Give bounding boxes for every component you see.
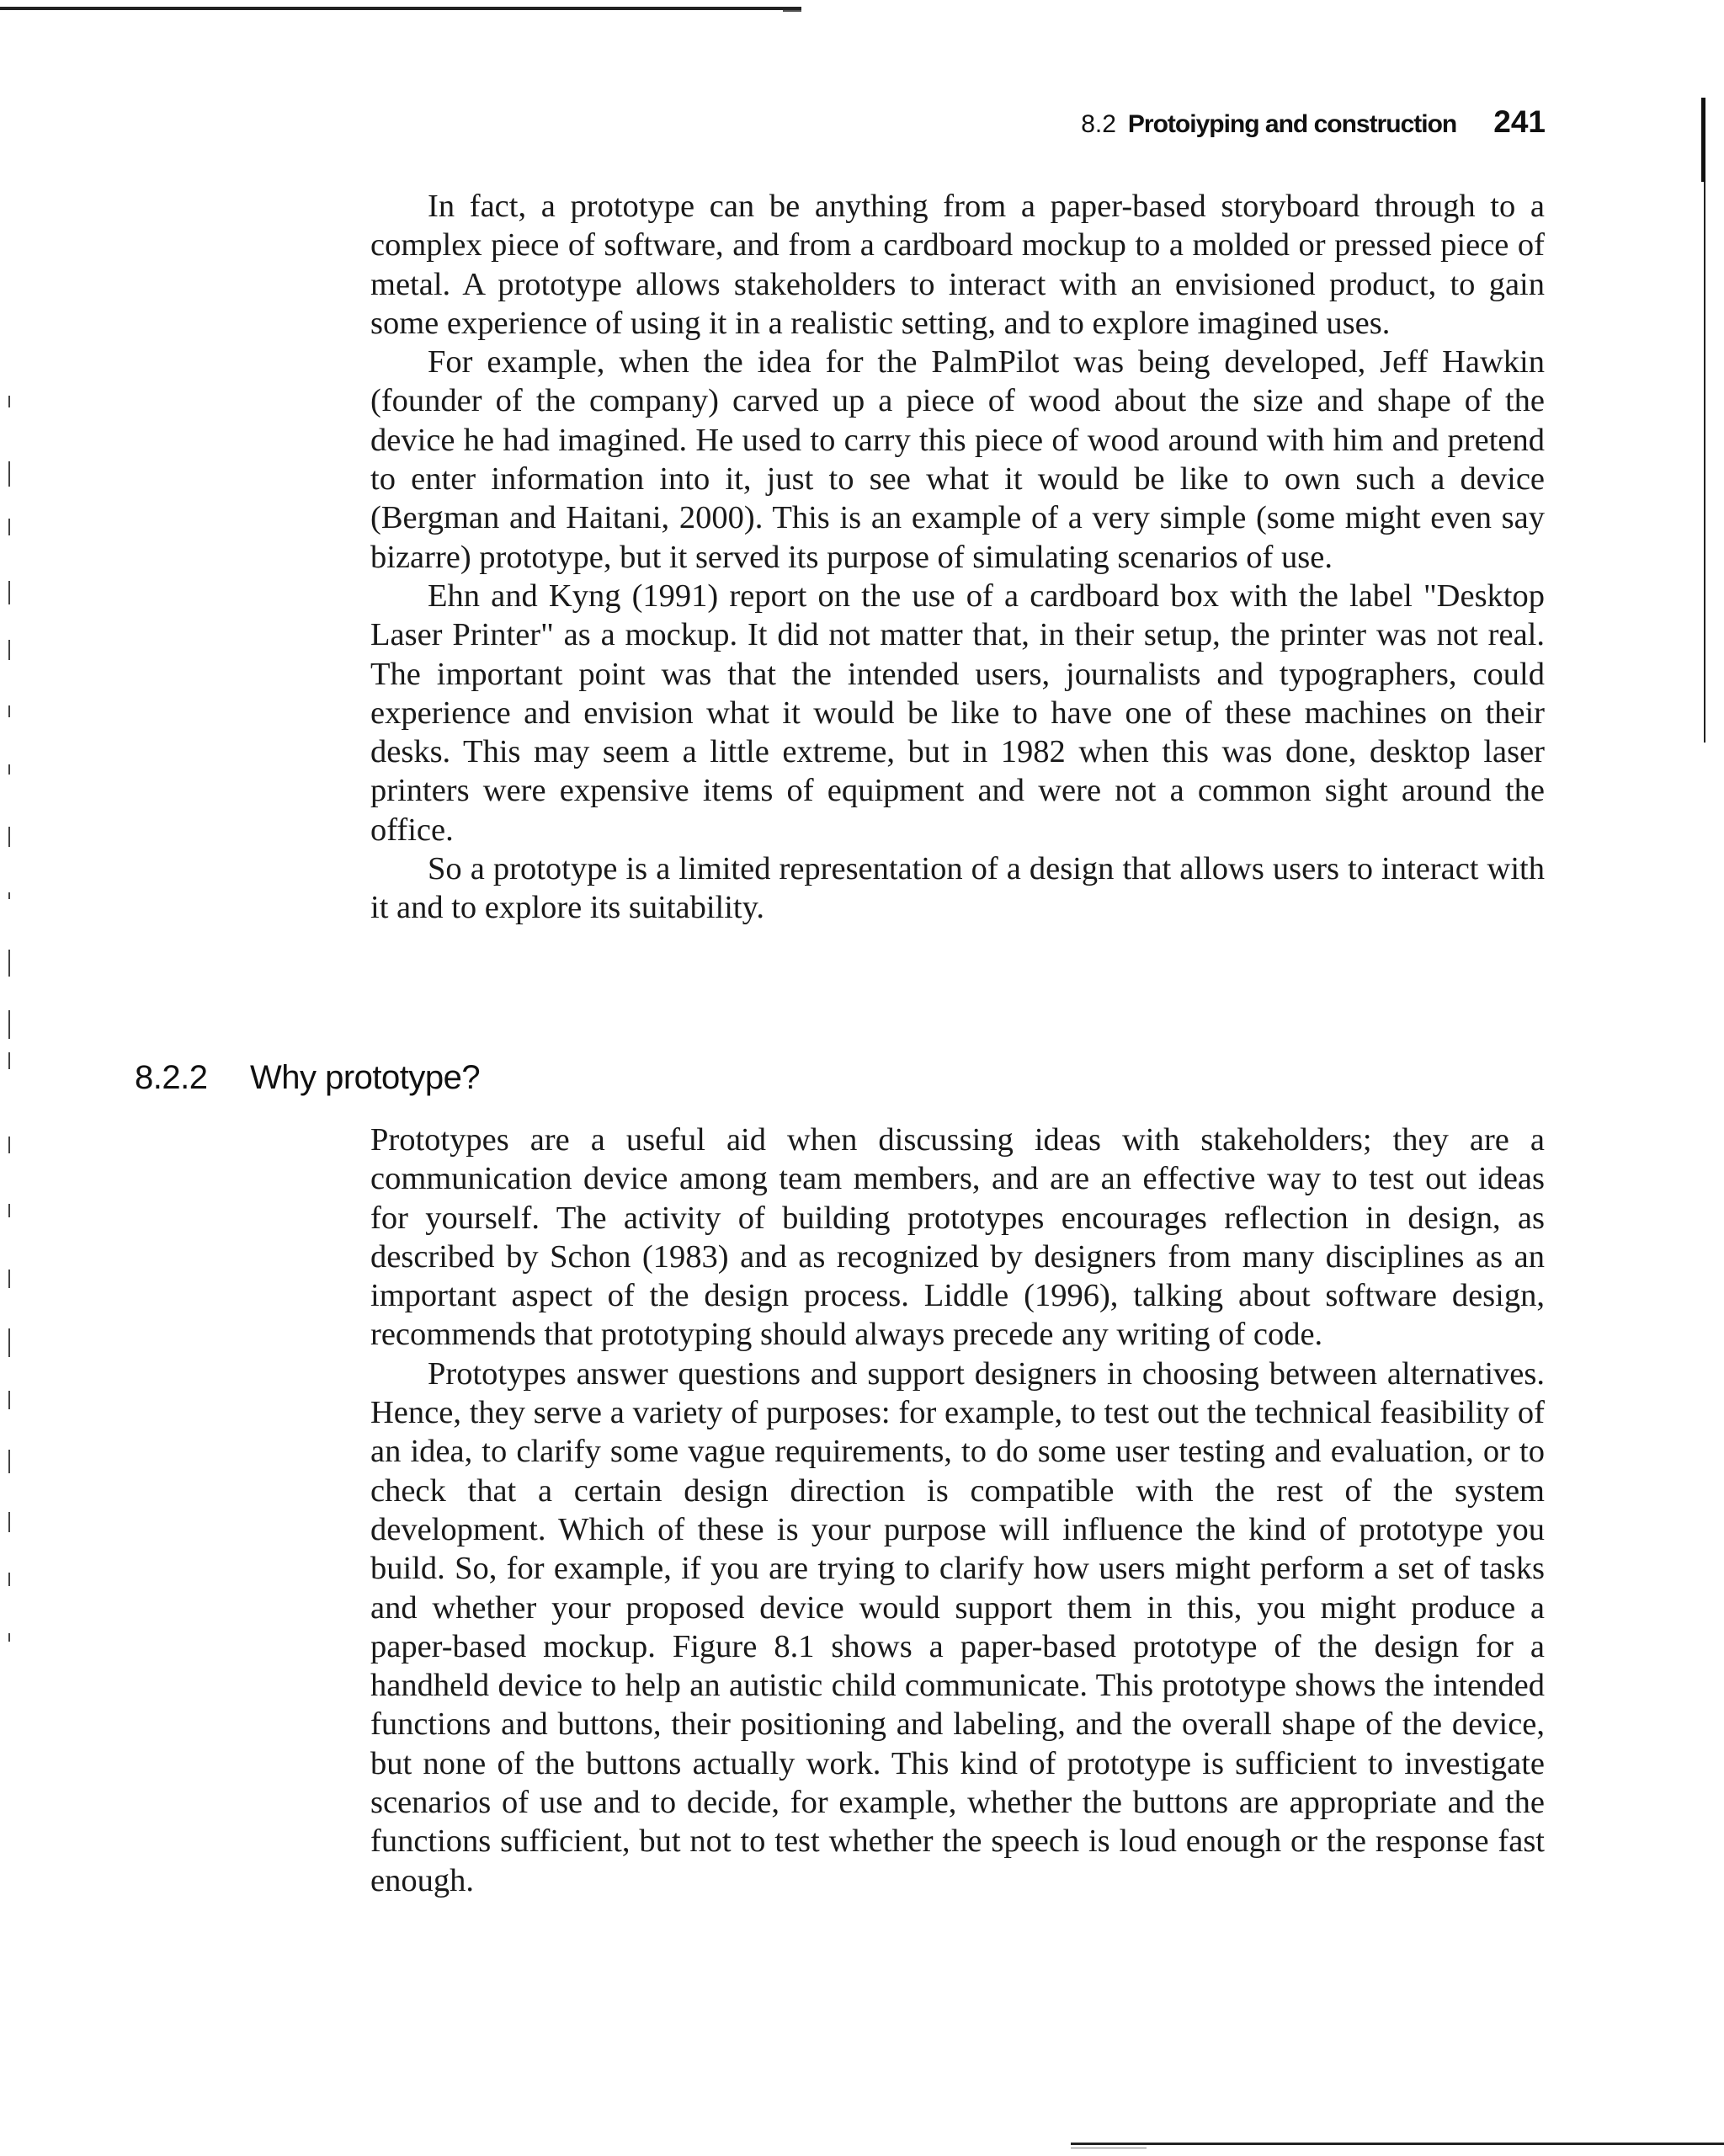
body-text-bottom (370, 1121, 1545, 1900)
paragraph: For example, when the idea for the PalmPilot was being developed, Jeff Hawkin (founder of the company) carved up a piece of wood about the size and shape of the device he had imagined. He used to carry this piece of wood around with him and pretend to enter information into it, just to see what it would be like to own such a device (Bergman and Haitani, 2000). This is an example of a very simple (some might even say bizarre) prototype, but it served its purpose of simulating scenarios of use. (370, 344, 1545, 575)
running-head (842, 104, 1546, 146)
body-text-top (370, 187, 1545, 928)
running-head-section: 8.2 (1081, 110, 1116, 138)
top-rule-tail (783, 10, 801, 12)
page-number: 241 (1493, 104, 1546, 139)
right-margin-bar (1701, 98, 1705, 182)
section-number: 8.2.2 (135, 1059, 208, 1096)
paragraph: So a prototype is a limited representation of a design that allows users to interact with it and to explore its suitability. (370, 851, 1545, 926)
paragraph: Ehn and Kyng (1991) report on the use of a cardboard box with the label "Desktop Laser Printer" as a mockup. It did not matter that, in their setup, the printer was not real. The important point was that the intended users, journalists and typographers, could experience and envision what it would be like to have one of these machines on their desks. This may seem a little extreme, but in 1982 when this was done, desktop laser printers were expensive items of equipment and were not a common sight around the office. (370, 578, 1545, 848)
section-title: Why prototype? (250, 1059, 481, 1096)
left-margin-scan-marks (0, 0, 25, 2156)
paragraph: In fact, a prototype can be anything from a paper-based storyboard through to a complex piece of software, and from a cardboard mockup to a molded or pressed piece of metal. A prototype allows stakeholders to interact with an envisioned product, to gain some experience of using it in a realistic setting, and to explore imagined uses. (370, 189, 1545, 341)
bottom-rule (1071, 2143, 1724, 2145)
paragraph: Prototypes are a useful aid when discussing ideas with stakeholders; they are a communication device among team members, and are an effective way to test out ideas for yourself. The activity of building prototypes encourages reflection in design, as described by Schon (1983) and as recognized by designers from many disciplines as an important aspect of the design process. Liddle (1996), talking about software design, recommends that prototyping should always precede any writing of code. (370, 1122, 1545, 1353)
right-margin-line (1704, 182, 1705, 743)
running-head-title: Protoiyping and construction (1127, 110, 1457, 138)
top-rule (0, 7, 801, 10)
section-heading (135, 1059, 480, 1101)
paragraph: Prototypes answer questions and support designers in choosing between alternatives. Hence, they serve a variety of purposes: for example, to test out the technical feasibility of an idea, to clarify some vague requirements, to do some user testing and evaluation, or to check that a certain design direction is compatible with the rest of the system development. Which of these is your purpose will influence the kind of prototype you build. So, for example, if you are trying to clarify how users might perform a set of tasks and whether your proposed device would support them in this, you might produce a paper-based mockup. Figure 8.1 shows a paper-based prototype of the design for a handheld device to help an autistic child communicate. This prototype shows the intended functions and buttons, their positioning and labeling, and the overall shape of the device, but none of the buttons actually work. This kind of prototype is sufficient to investigate scenarios of use and to decide, for example, whether the buttons are appropriate and the functions sufficient, but not to test whether the speech is loud enough or the response fast enough. (370, 1355, 1545, 1898)
